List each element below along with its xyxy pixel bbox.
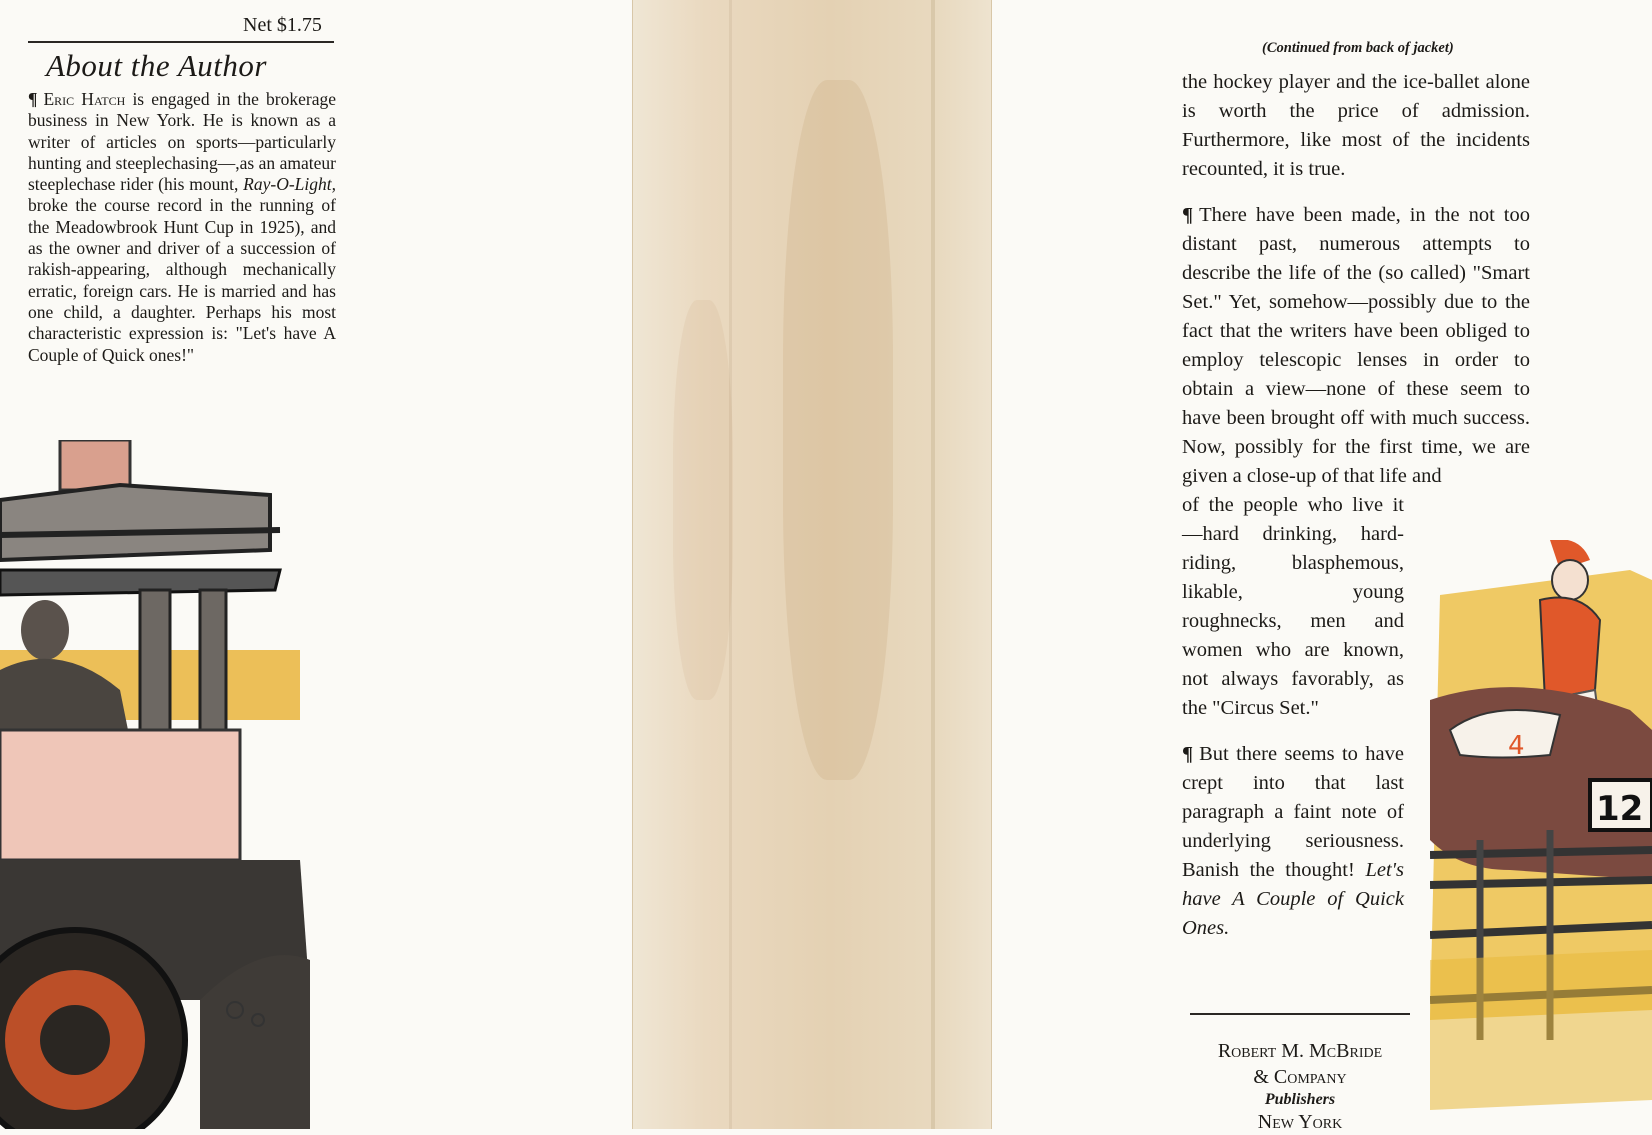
horse-name: Ray-O-Light, (243, 174, 336, 195)
price: Net $1.75 (243, 14, 322, 36)
paragraph-2 (1182, 201, 1530, 491)
about-author-heading: About the Author (46, 48, 267, 83)
publisher-city: New York (1257, 1111, 1343, 1133)
spine-fold-right (931, 0, 935, 1129)
jacket-spine (632, 0, 992, 1129)
author-name: Eric Hatch (43, 89, 126, 109)
paragraph-3-italic: Let's have A Couple of Quick Ones. (1182, 859, 1404, 939)
continued-note: (Continued from back of jacket) (1262, 40, 1454, 56)
paragraph-2-continued: of the people who live it —hard drinking, hard-riding, blasphemous, likable, young roughnecks, men and women who are known, not always favorably, as the "Circus Set." (1182, 494, 1404, 719)
post-number: 12 (1596, 789, 1644, 829)
water-stain (673, 300, 733, 700)
paragraph-2-text: There have been made, in the not too distant past, numerous attempts to describe the life of the (so called) "Smart Set." Yet, somehow—possibly due to the fact that the writers have been obliged to employ telescopic lenses in order to obtain a view—none of these seem to have been brought off with much success. Now, possibly for the first time, we are given a close-up of that life and (1182, 204, 1530, 487)
publisher-rule (1190, 1013, 1410, 1015)
vintage-car-illustration (0, 440, 320, 1129)
pilcrow: ¶ (1182, 743, 1194, 765)
publisher-block (1170, 1038, 1430, 1135)
right-flap (992, 0, 1652, 1133)
pilcrow: ¶ (28, 89, 38, 109)
paragraph-1: the hockey player and the ice-ballet alone is worth the price of admission. Furthermore, like most of the incidents recounted, it is true. (1182, 71, 1530, 180)
jockey-illustration (1430, 540, 1652, 1110)
paragraph-3 (1182, 740, 1404, 943)
left-flap (0, 0, 630, 1129)
water-stain (783, 80, 893, 780)
paragraph-3-text: But there seems to have crept into that last paragraph a faint note of underlying seriousness. Banish the thought! (1182, 743, 1404, 881)
publisher-name: Robert M. McBride (1217, 1040, 1383, 1062)
author-bio (28, 89, 336, 366)
publisher-company: & Company (1253, 1066, 1347, 1088)
bio-text-2: broke the course record in the running of the Meadowbrook Hunt Cup in 1925), and as the owner and driver of a succession of rakish-appearing, although mechanically erratic, foreign cars. He is married and has one child, a daughter. Perhaps his most characteristic expression is: "Let's have A Couple of Quick ones!" (28, 195, 336, 365)
bio-text-1: is engaged in the brokerage business in New York. He is known as a writer of articles on sports—particularly hunting and steeplechasing—,as an amateur steeplechase rider (his mount, (28, 89, 336, 195)
saddle-number: 4 (1508, 731, 1525, 761)
publisher-role: Publishers (1264, 1091, 1336, 1108)
pilcrow: ¶ (1182, 204, 1194, 226)
price-rule (28, 41, 334, 43)
